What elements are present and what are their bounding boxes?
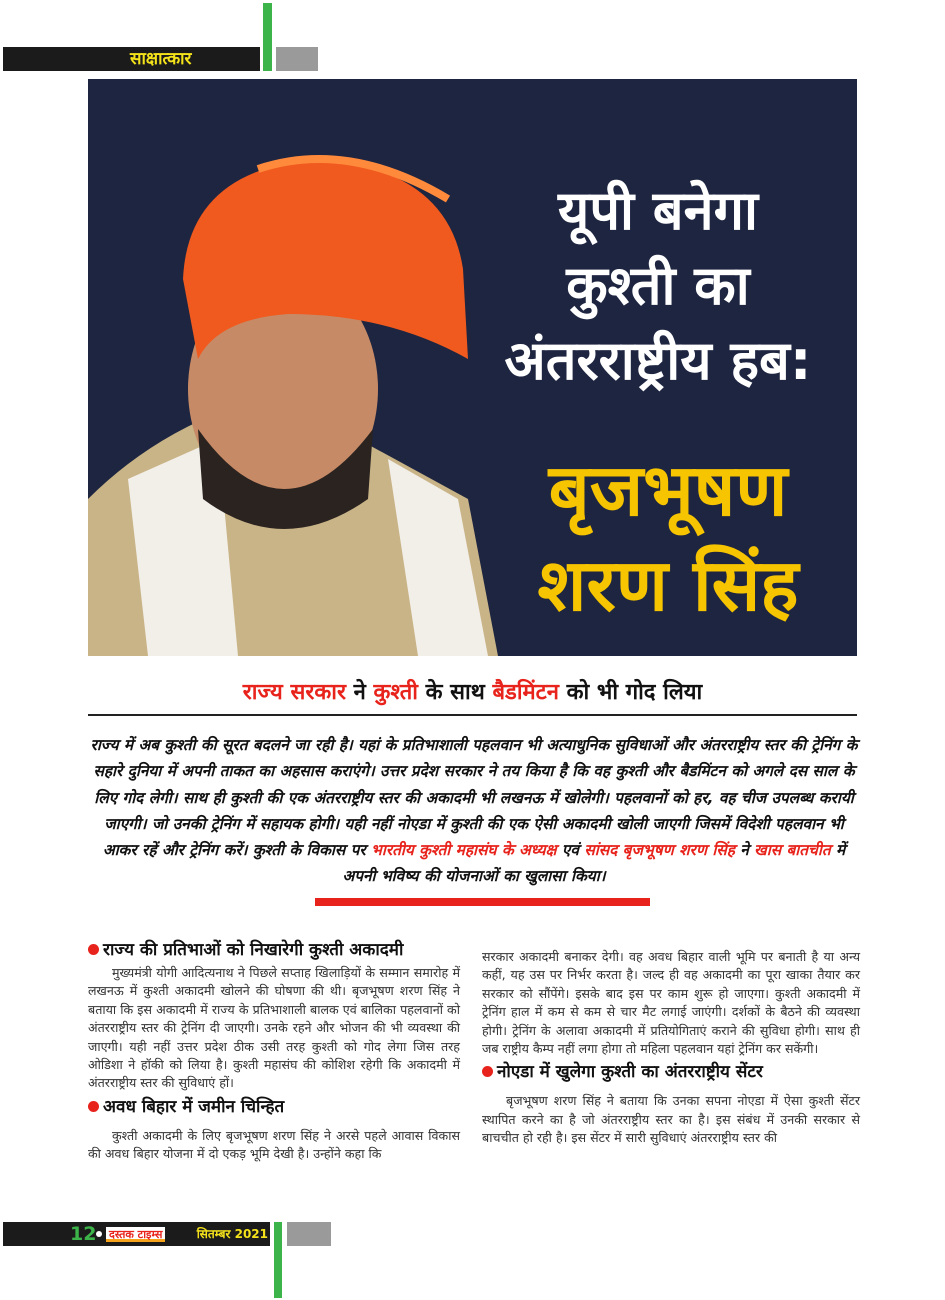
intro-paragraph <box>90 732 858 890</box>
intro-text: राज्य में अब कुश्ती की सूरत बदलने जा रही है। यहां के प्रतिभाशाली पहलवान भी अत्याधुनिक सुविधाओं और अंतरराष्ट्रीय स्तर की ट्रेनिंग के सहारे दुनिया में अपनी ताकत का अहसास कराएंगे। उत्तर प्रदेश सरकार ने तय किया है कि वह कुश्ती और बैडमिंटन को अगले दस साल के लिए गोद लेगी। साथ ही कुश्ती की एक अंतरराष्ट्रीय स्तर की अकादमी भी लखनऊ में खोलेगी। पहलवानों को हर, वह चीज उपलब्ध करायी जाएगी। जो उनकी ट्रेनिंग में सहायक होगी। यही नहीं नोएडा में कुश्ती की एक ऐसी अकादमी खोली जाएगी जिसमें विदेशी पहलवान भी आकर रहें और ट्रेनिंग करें। कुश्ती के विकास पर <box>90 736 858 860</box>
subtitle-highlight: बैडमिंटन <box>492 680 559 705</box>
bullet-icon <box>88 944 99 955</box>
name-line: शरण सिंह <box>537 543 799 627</box>
intro-text: ने <box>734 841 755 860</box>
red-separator <box>315 898 650 906</box>
separator-dot-icon <box>96 1231 102 1237</box>
section-label: साक्षात्कार <box>130 49 192 69</box>
subtitle-text: के साथ <box>417 680 493 705</box>
divider <box>88 714 857 716</box>
body-paragraph: मुख्यमंत्री योगी आदित्यनाथ ने पिछले सप्ताह खिलाड़ियों के सम्मान समारोह में लखनऊ में कुश्ती अकादमी खोलने की घोषणा की थी। बृजभूषण शरण सिंह ने बताया कि इस अकादमी में राज्य के प्रतिभाशाली बालक एवं बालिका पहलवानों को अंतरराष्ट्रीय स्तर की ट्रेनिंग दी जाएगी। उनके रहने और भोजन की भी व्यवस्था की जाएगी। यही नहीं उत्तर प्रदेश ठीक उसी तरह कुश्ती को गोद लेगा जिस तरह ओडिशा ने हॉकी को लिया है। कुश्ती महासंघ की कोशिश रहेगी कि अकादमी में अंतरराष्ट्रीय स्तर की सुविधाएं हों। <box>88 965 460 1091</box>
body-paragraph: कुश्ती अकादमी के लिए बृजभूषण शरण सिंह ने अरसे पहले आवास विकास की अवध बिहार योजना में दो एकड़ भूमि देखी है। उन्होंने कहा कि <box>88 1127 460 1162</box>
intro-text: में अपनी भविष्य की योजनाओं का खुलासा किया। <box>342 841 846 886</box>
section-heading <box>88 938 460 962</box>
gray-accent-block <box>276 47 318 71</box>
subtitle-text: ने <box>345 680 374 705</box>
bullet-icon <box>482 1066 493 1077</box>
green-accent-bar <box>263 3 272 71</box>
body-paragraph: बृजभूषण शरण सिंह ने बताया कि उनका सपना नोएडा में ऐसा कुश्ती सेंटर स्थापित करने का है जो अंतरराष्ट्रीय स्तर का है। इस संबंध में उनकी सरकार से बाचचीत हो रही है। इस सेंटर में सारी सुविधाएं अंतरराष्ट्रीय स्तर की <box>482 1093 860 1146</box>
intro-text: एवं <box>556 841 585 860</box>
page-number: 12 <box>70 1223 97 1245</box>
intro-highlight: खास बातचीत <box>754 841 831 860</box>
heading-text: नोएडा में खुलेगा कुश्ती का अंतरराष्ट्रीय सेंटर <box>497 1062 763 1083</box>
name-line: बृजभूषण <box>548 448 788 532</box>
subtitle-highlight: राज्य सरकार <box>242 680 346 705</box>
intro-highlight: सांसद बृजभूषण शरण सिंह <box>584 841 735 860</box>
green-accent-bar <box>274 1222 282 1298</box>
intro-highlight: भारतीय कुश्ती महासंघ के अध्यक्ष <box>371 841 557 860</box>
section-heading <box>88 1095 460 1119</box>
issue-date: सितम्बर 2021 <box>196 1227 268 1241</box>
section-heading <box>482 1060 860 1084</box>
subtitle-text: को भी गोद लिया <box>558 680 703 705</box>
subtitle <box>88 676 857 706</box>
headline-line: कुश्ती का <box>566 254 750 317</box>
heading-text: राज्य की प्रतिभाओं को निखारेगी कुश्ती अकादमी <box>103 940 404 960</box>
article-column-right <box>482 948 860 1148</box>
gray-accent-block <box>287 1222 331 1246</box>
heading-text: अवध बिहार में जमीन चिन्हित <box>103 1096 285 1117</box>
headline-line: अंतरराष्ट्रीय हब: <box>504 329 812 392</box>
body-paragraph: सरकार अकादमी बनाकर देगी। वह अवध बिहार वाली भूमि पर बनाती है या अन्य कहीं, यह उस पर निर्भर करता है। जल्द ही वह अकादमी का पूरा खाका तैयार कर सरकार को सौंपेंगे। इसके बाद इस पर काम शुरू हो जाएगा। कुश्ती अकादमी में ट्रेनिंग हाल में कम से कम से चार मैट लगाई जाएंगी। दर्शकों के बैठने की व्यवस्था होगी। ट्रेनिंग के अलावा अकादमी में प्रतियोगिताएं कराने की सुविधा होगी। साथ ही जब राष्ट्रीय कैम्प नहीं लगा होगा तो महिला पहलवान यहां ट्रेनिंग कर सकेंगी। <box>482 949 860 1057</box>
bullet-icon <box>88 1101 99 1112</box>
article-column-left <box>88 936 460 1164</box>
cover-photo <box>88 79 857 656</box>
magazine-logo: दस्तक टाइम्स <box>106 1227 165 1242</box>
subtitle-highlight: कुश्ती <box>373 680 418 705</box>
headline-line: यूपी बनेगा <box>558 179 758 242</box>
